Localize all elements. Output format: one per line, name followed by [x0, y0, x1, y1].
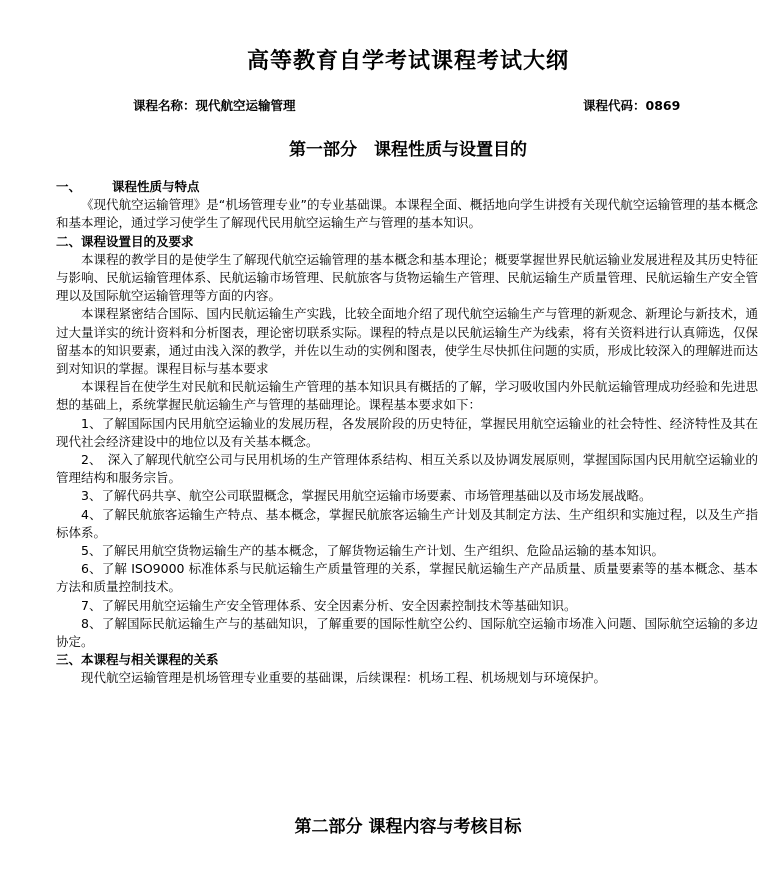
paragraph: 本课程紧密结合国际、国内民航运输生产实践，比较全面地介绍了现代航空运输生产与管理的新观念、新理论与新技术，通过大量详实的统计资料和分析图表，理论密切联系实际。课程的特点是以民航运输生产为线索，将有关资料进行认真筛选，仅保留基本的知识要素，通过由浅入深的教学，并佐以生动的实例和图表，使学生尽快抓住问题的实质，形成比较深入的理解进而达到对知识的掌握。课程目标与基本要求	[56, 306, 758, 377]
paragraph: 本课程的教学目的是使学生了解现代航空运输管理的基本概念和基本理论；概要掌握世界民航运输业发展进程及其历史特征与影响、民航运输管理体系、民航运输市场管理、民航旅客与货物运输生产管理、民航运输生产质量管理、民航运输生产安全管理以及国际航空运输管理等方面的内容。	[56, 251, 758, 304]
document-title: 高等教育自学考试课程考试大纲	[246, 49, 569, 74]
document-body	[56, 178, 758, 688]
section1-heading	[56, 178, 758, 196]
list-item: 2、 深入了解现代航空公司与民用机场的生产管理体系结构、相互关系以及协调发展原则，掌握国际国内民用航空运输业的管理结构和服务宗旨。	[56, 452, 758, 486]
section3-heading: 三、本课程与相关课程的关系	[56, 652, 219, 668]
list-item: 6、了解 ISO9000 标准体系与民航运输生产质量管理的关系，掌握民航运输生产产品质量、质量要素等的基本概念、基本方法和质量控制技术。	[56, 561, 758, 595]
section1-number: 一、	[56, 179, 82, 194]
part2-title: 第二部分 课程内容与考核目标	[294, 817, 522, 837]
list-item: 5、了解民用航空货物运输生产的基本概念，了解货物运输生产计划、生产组织、危险品运输的基本知识。	[81, 543, 664, 559]
section1-heading-text: 课程性质与特点	[112, 179, 200, 194]
paragraph: 现代航空运输管理是机场管理专业重要的基础课，后续课程：机场工程、机场规划与环境保护。	[81, 670, 607, 686]
course-code: 课程代码：0869	[583, 98, 681, 113]
list-item: 3、了解代码共享、航空公司联盟概念，掌握民用航空运输市场要素、市场管理基础以及市场发展战略。	[81, 488, 652, 504]
course-name: 课程名称：现代航空运输管理	[133, 98, 296, 113]
part1-title: 第一部分 课程性质与设置目的	[289, 140, 527, 160]
list-item: 1、了解国际国内民用航空运输业的发展历程，各发展阶段的历史特征，掌握民用航空运输业的社会特性、经济特性及其在现代社会经济建设中的地位以及有关基本概念。	[56, 415, 758, 449]
list-item: 4、了解民航旅客运输生产特点、基本概念，掌握民航旅客运输生产计划及其制定方法、生产组织和实施过程，以及生产指标体系。	[56, 506, 758, 540]
list-item: 7、了解民用航空运输生产安全管理体系、安全因素分析、安全因素控制技术等基础知识。	[81, 597, 577, 613]
paragraph: 本课程旨在使学生对民航和民航运输生产管理的基本知识具有概括的了解，学习吸收国内外民航运输管理成功经验和先进思想的基础上，系统掌握民航运输生产与管理的基础理论。课程基本要求如下：	[56, 379, 758, 413]
paragraph: 《现代航空运输管理》是“机场管理专业”的专业基础课。本课程全面、概括地向学生讲授有关现代航空运输管理的基本概念和基本理论，通过学习使学生了解现代民用航空运输生产与管理的基本知识。	[56, 197, 758, 231]
section2-heading: 二、课程设置目的及要求	[56, 233, 194, 249]
list-item: 8、了解国际民航运输生产与的基础知识，了解重要的国际性航空公约、国际航空运输市场准入问题、国际航空运输的多边协定。	[56, 615, 758, 650]
